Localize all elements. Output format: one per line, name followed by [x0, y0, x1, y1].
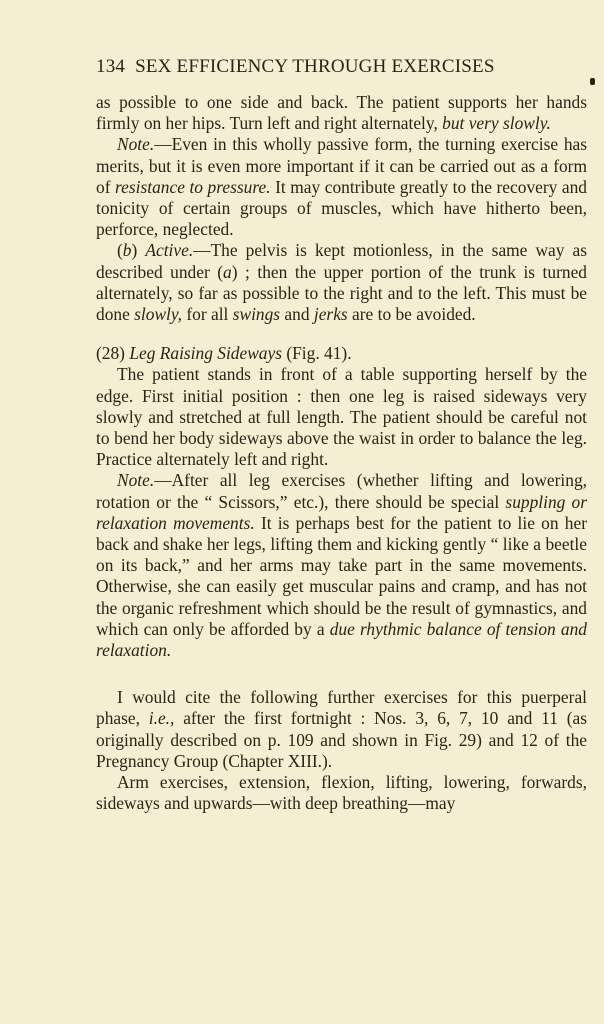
paragraph-further-exercises: I would cite the following further exercises for this puerperal phase, i.e., after the first fortnight : Nos. 3, 6, 7, 10 and 11 (as originally described on p. 109 and shown in Fig. 29) and 12 of the Pregnancy Group (Chapter XIII.). — [96, 687, 587, 771]
paragraph-continuation: as possible to one side and back. The patient supports her hands firmly on her hips. Turn left and right alternately, but very slowly. — [96, 92, 587, 134]
page-number: 134 — [96, 56, 126, 77]
paragraph-leg-raising: The patient stands in front of a table supporting herself by the edge. First initial position : then one leg is raised sideways very slowly and stretched at full length. The patient should be careful not to bend her body sideways above the waist in order to balance the leg. Practice alternately left and right. — [96, 364, 587, 470]
paragraph-note-relaxation: Note.—After all leg exercises (whether lifting and lowering, rotation or the “ Scissors,” etc.), there should be special suppling or relaxation movements. It is perhaps best for the patient to lie on her back and shake her legs, lifting them and kicking gently “ like a beetle on its back,” and her arms may take part in the same movements. Otherwise, she can easily get muscular pains and cramp, and has not the organic refreshment which should be the result of gymnastics, and which can only be afforded by a due rhythmic balance of tension and relaxation. — [96, 470, 588, 661]
paragraph-arm-exercises: Arm exercises, extension, flexion, lifting, lowering, forwards, sideways and upwards—with deep breathing—may — [96, 772, 587, 814]
paragraph-active: (b) Active.—The pelvis is kept motionless, in the same way as described under (a) ; then the upper portion of the trunk is turned alternately, so far as possible to the right and to the left. This must be done slowly, for all swings and jerks are to be avoided. — [96, 240, 588, 325]
section-heading-leg-raising: (28) Leg Raising Sideways (Fig. 41). — [96, 343, 352, 364]
running-title: SEX EFFICIENCY THROUGH EXERCISES — [135, 56, 495, 77]
running-header — [96, 56, 587, 78]
ink-mark — [590, 78, 595, 85]
paragraph-note-passive: Note.—Even in this wholly passive form, the turning exercise has merits, but it is even more important if it can be carried out as a form of resistance to pressure. It may contribute greatly to the recovery and tonicity of certain groups of muscles, which have hitherto been, perforce, neglected. — [96, 134, 588, 240]
book-page — [96, 56, 587, 815]
